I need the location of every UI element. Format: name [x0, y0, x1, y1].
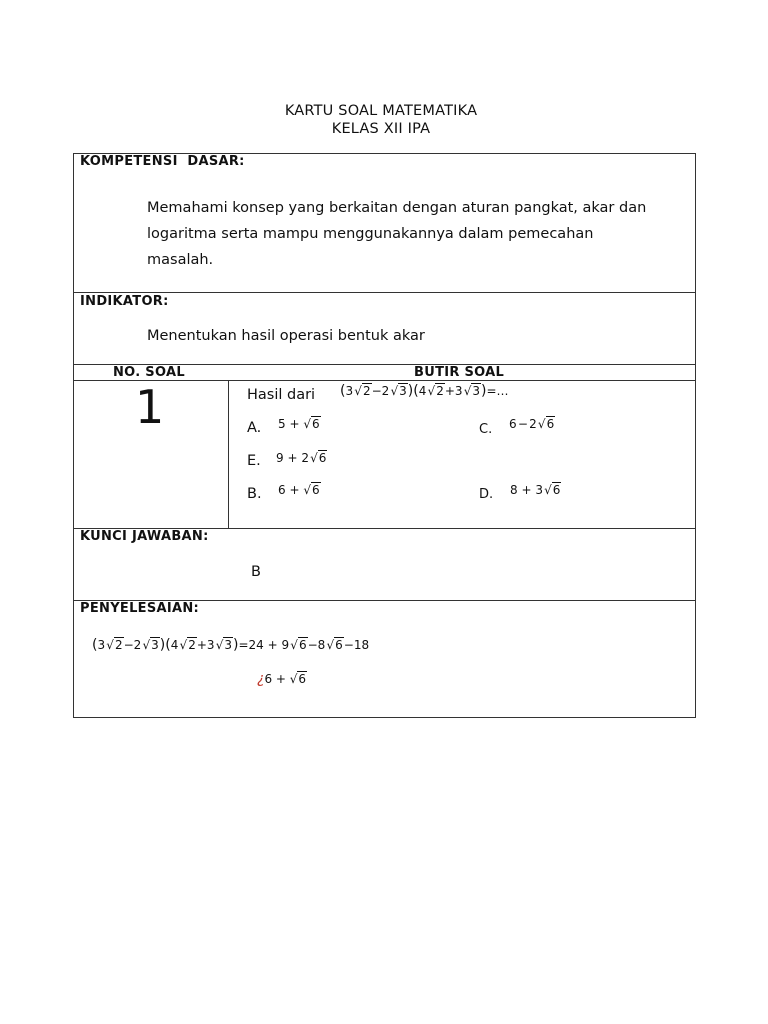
butir-soal-header: BUTIR SOAL: [414, 365, 505, 380]
option-a-expression: 5 + √6: [278, 417, 320, 431]
kompetensi-text-line-3: masalah.: [147, 252, 214, 268]
option-b-expression: 6 + √6: [278, 483, 320, 497]
kompetensi-label: KOMPETENSI DASAR:: [80, 154, 245, 169]
option-e-expression: 9 + 2 √6: [276, 451, 327, 465]
option-d-expression: 8 + 3 √6: [510, 483, 561, 497]
question-prefix: Hasil dari: [247, 387, 316, 403]
solution-step-1: (3 √2−2 √3)(4 √2+3 √3)=24 + 9 √6−8 √6−18: [92, 637, 370, 653]
no-soal-header: NO. SOAL: [113, 365, 185, 380]
kunci-jawaban-label: KUNCI JAWABAN:: [80, 529, 209, 544]
question-number: 1: [135, 380, 165, 434]
indikator-text: Menentukan hasil operasi bentuk akar: [147, 328, 425, 344]
solution-step-2: ¿6 + √6: [257, 671, 307, 687]
inverted-question-glyph: ¿: [257, 671, 265, 687]
option-c-expression: 6 − 2 √6: [509, 417, 555, 431]
kompetensi-text-line-2: logaritma serta mampu menggunakannya dalam pemecahan: [147, 226, 594, 242]
kunci-jawaban-answer: B: [251, 564, 261, 580]
option-d-letter: D.: [479, 487, 494, 502]
question-expression: (3 √2−2 √3)(4 √2+3 √3)=…: [340, 383, 509, 399]
divider-kompetensi: [73, 292, 696, 293]
title-line-2: KELAS XII IPA: [331, 121, 431, 137]
indikator-label: INDIKATOR:: [80, 294, 169, 309]
option-b-letter: B.: [247, 486, 262, 502]
penyelesaian-label: PENYELESAIAN:: [80, 601, 200, 616]
option-a-letter: A.: [247, 420, 262, 436]
kompetensi-text-line-1: Memahami konsep yang berkaitan dengan aturan pangkat, akar dan: [147, 200, 647, 216]
divider-table-header: [73, 380, 696, 381]
column-divider: [228, 380, 229, 528]
document-title: [0, 102, 762, 138]
option-c-letter: C.: [479, 422, 493, 437]
title-line-1: KARTU SOAL MATEMATIKA: [284, 103, 478, 119]
option-e-letter: E.: [247, 453, 261, 469]
